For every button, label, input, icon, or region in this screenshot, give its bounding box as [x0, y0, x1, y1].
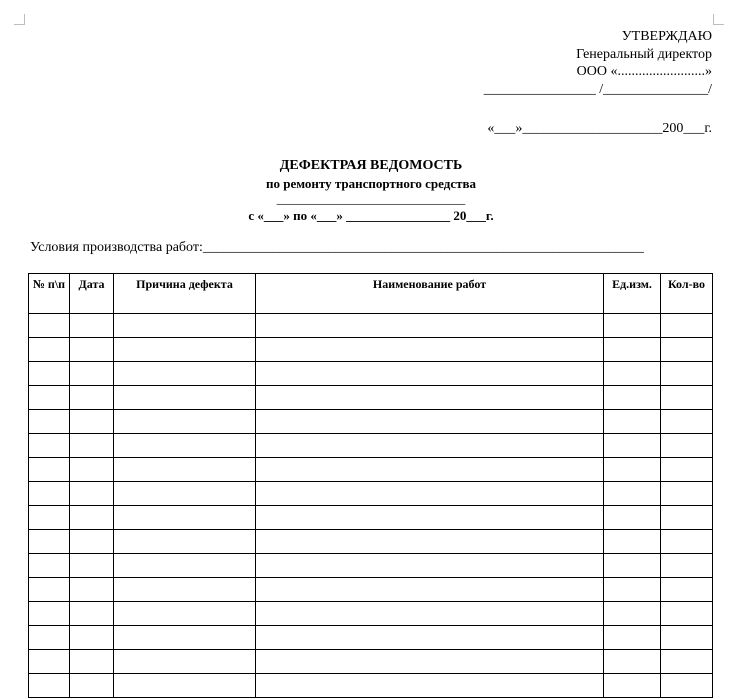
table-row	[29, 482, 713, 506]
table-row	[29, 314, 713, 338]
table-cell[interactable]	[256, 458, 604, 482]
table-cell[interactable]	[661, 530, 713, 554]
table-cell[interactable]	[29, 554, 70, 578]
work-conditions-line: Условия производства работ:_______________________________________________________________	[30, 240, 644, 255]
period-line: с «___» по «___» ________________ 20___г.	[248, 208, 494, 223]
table-cell[interactable]	[70, 578, 114, 602]
table-cell[interactable]	[114, 530, 256, 554]
table-cell[interactable]	[661, 626, 713, 650]
table-cell[interactable]	[29, 602, 70, 626]
table-cell[interactable]	[70, 458, 114, 482]
table-cell[interactable]	[661, 434, 713, 458]
table-row	[29, 530, 713, 554]
table-cell[interactable]	[29, 626, 70, 650]
table-cell[interactable]	[70, 314, 114, 338]
table-cell[interactable]	[29, 530, 70, 554]
table-cell[interactable]	[70, 626, 114, 650]
table-cell[interactable]	[256, 362, 604, 386]
table-row	[29, 458, 713, 482]
table-cell[interactable]	[256, 602, 604, 626]
table-cell[interactable]	[604, 650, 661, 674]
table-cell[interactable]	[256, 386, 604, 410]
table-cell[interactable]	[70, 338, 114, 362]
table-cell[interactable]	[29, 410, 70, 434]
header-quantity: Кол-во	[661, 274, 713, 314]
table-cell[interactable]	[114, 650, 256, 674]
table-cell[interactable]	[256, 626, 604, 650]
table-cell[interactable]	[604, 314, 661, 338]
table-cell[interactable]	[256, 434, 604, 458]
table-cell[interactable]	[29, 362, 70, 386]
table-row	[29, 338, 713, 362]
table-row	[29, 362, 713, 386]
table-cell[interactable]	[29, 338, 70, 362]
table-cell[interactable]	[604, 434, 661, 458]
table-cell[interactable]	[661, 458, 713, 482]
table-cell[interactable]	[29, 314, 70, 338]
table-cell[interactable]	[604, 386, 661, 410]
approval-date-line: «___»____________________200___г.	[487, 121, 712, 136]
table-cell[interactable]	[114, 386, 256, 410]
table-cell[interactable]	[70, 434, 114, 458]
table-row	[29, 650, 713, 674]
table-cell[interactable]	[70, 386, 114, 410]
table-cell[interactable]	[604, 530, 661, 554]
approval-heading: УТВЕРЖДАЮ	[621, 29, 712, 44]
header-number: № п\п	[29, 274, 70, 314]
approval-block	[484, 28, 712, 138]
table-cell[interactable]	[661, 338, 713, 362]
table-cell[interactable]	[70, 554, 114, 578]
table-cell[interactable]	[661, 482, 713, 506]
table-header-row	[29, 274, 713, 314]
header-unit: Ед.изм.	[604, 274, 661, 314]
table-cell[interactable]	[604, 602, 661, 626]
table-row	[29, 386, 713, 410]
table-cell[interactable]	[604, 578, 661, 602]
defect-table	[28, 273, 713, 698]
table-cell[interactable]	[256, 650, 604, 674]
table-row	[29, 578, 713, 602]
table-row	[29, 554, 713, 578]
header-date: Дата	[70, 274, 114, 314]
table-cell[interactable]	[661, 578, 713, 602]
table-cell[interactable]	[114, 410, 256, 434]
table-cell[interactable]	[661, 554, 713, 578]
table-cell[interactable]	[29, 578, 70, 602]
table-cell[interactable]	[661, 386, 713, 410]
table-cell[interactable]	[604, 554, 661, 578]
page-corner-mark-top-right	[713, 14, 724, 25]
table-row	[29, 674, 713, 698]
table-cell[interactable]	[661, 650, 713, 674]
table-cell[interactable]	[604, 626, 661, 650]
table-cell[interactable]	[29, 386, 70, 410]
approval-position: Генеральный директор	[576, 46, 712, 62]
table-cell[interactable]	[604, 338, 661, 362]
table-cell[interactable]	[29, 458, 70, 482]
table-cell[interactable]	[604, 674, 661, 698]
table-cell[interactable]	[256, 314, 604, 338]
table-cell[interactable]	[256, 554, 604, 578]
table-row	[29, 410, 713, 434]
table-cell[interactable]	[114, 458, 256, 482]
document-title: ДЕФЕКТРАЯ ВЕДОМОСТЬ	[279, 158, 463, 173]
approval-company: ООО «.........................»	[576, 64, 712, 79]
table-cell[interactable]	[114, 482, 256, 506]
table-cell[interactable]	[256, 506, 604, 530]
table-cell[interactable]	[661, 602, 713, 626]
table-cell[interactable]	[114, 338, 256, 362]
table-cell[interactable]	[114, 554, 256, 578]
table-cell[interactable]	[256, 530, 604, 554]
table-cell[interactable]	[114, 506, 256, 530]
table-cell[interactable]	[114, 434, 256, 458]
table-cell[interactable]	[256, 674, 604, 698]
table-cell[interactable]	[114, 314, 256, 338]
table-cell[interactable]	[604, 482, 661, 506]
table-cell[interactable]	[256, 338, 604, 362]
table-cell[interactable]	[29, 434, 70, 458]
table-cell[interactable]	[70, 410, 114, 434]
header-work-name: Наименование работ	[256, 274, 604, 314]
table-cell[interactable]	[604, 506, 661, 530]
table-row	[29, 434, 713, 458]
table-cell[interactable]	[29, 674, 70, 698]
table-cell[interactable]	[604, 362, 661, 386]
document-subtitle: по ремонту транспортного средства	[265, 176, 477, 191]
table-cell[interactable]	[114, 602, 256, 626]
table-cell[interactable]	[29, 506, 70, 530]
table-cell[interactable]	[256, 410, 604, 434]
page-corner-mark-top-left	[14, 14, 25, 25]
header-defect-cause: Причина дефекта	[114, 274, 256, 314]
table-cell[interactable]	[661, 410, 713, 434]
table-cell[interactable]	[70, 674, 114, 698]
table-cell[interactable]	[70, 650, 114, 674]
table-row	[29, 506, 713, 530]
table-cell[interactable]	[70, 362, 114, 386]
table-cell[interactable]	[70, 530, 114, 554]
table-row	[29, 626, 713, 650]
approval-signature-line: ________________ /_______________/	[483, 81, 712, 97]
table-cell[interactable]	[661, 674, 713, 698]
subject-blank-line: _____________________________	[276, 191, 466, 206]
table-cell[interactable]	[114, 674, 256, 698]
table-body	[29, 314, 713, 698]
table-row	[29, 602, 713, 626]
table-cell[interactable]	[70, 506, 114, 530]
table-cell[interactable]	[29, 650, 70, 674]
table-cell[interactable]	[29, 482, 70, 506]
table-cell[interactable]	[256, 482, 604, 506]
table-cell[interactable]	[70, 482, 114, 506]
table-cell[interactable]	[661, 314, 713, 338]
table-cell[interactable]	[114, 626, 256, 650]
table-cell[interactable]	[661, 362, 713, 386]
table-cell[interactable]	[114, 578, 256, 602]
table-cell[interactable]	[661, 506, 713, 530]
table-cell[interactable]	[604, 410, 661, 434]
table-cell[interactable]	[256, 578, 604, 602]
table-cell[interactable]	[70, 602, 114, 626]
table-cell[interactable]	[114, 362, 256, 386]
table-cell[interactable]	[604, 458, 661, 482]
